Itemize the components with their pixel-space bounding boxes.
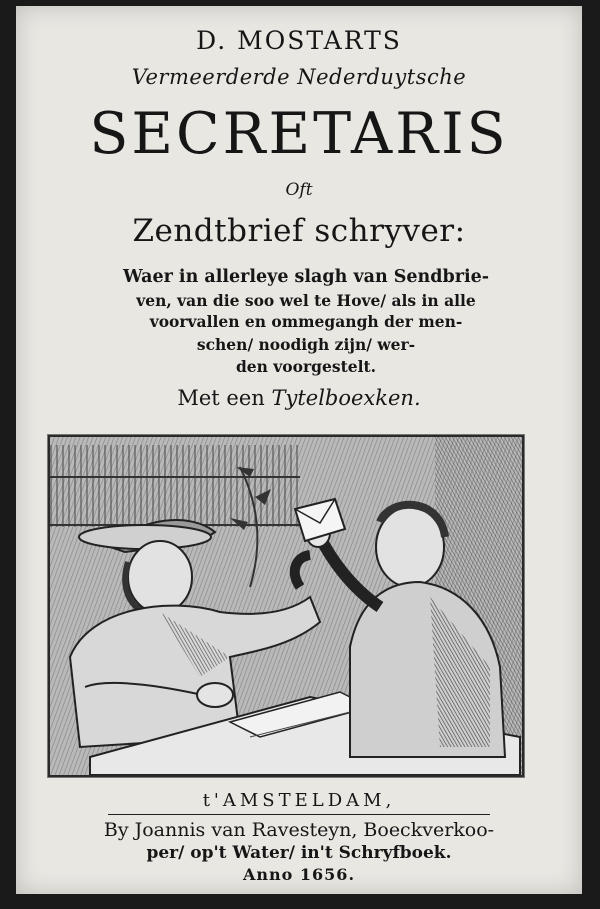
description-line-3: voorvallen en ommegangh der men- — [149, 312, 463, 331]
author-line: D. MOSTARTS — [196, 26, 402, 55]
supplement-prefix: Met een — [177, 386, 265, 410]
supplement-line — [16, 388, 582, 409]
description-line-5: den voorgestelt. — [235, 357, 377, 376]
subtitle-line: Vermeerderde Nederduytsche — [131, 65, 467, 89]
main-title: SECRETARIS — [89, 101, 509, 167]
imprint-year: Anno 1656. — [242, 865, 356, 884]
description-line-4: schen/ noodigh zijn/ wer- — [196, 335, 416, 354]
supplement-title: Tytelboexken. — [271, 386, 421, 410]
conjunction-line: Oft — [285, 180, 313, 200]
title-page — [16, 6, 582, 894]
imprint-line-2: per/ op't Water/ in't Schryfboek. — [146, 843, 452, 863]
alt-title: Zendtbrief schryver: — [132, 213, 466, 249]
imprint-rule — [108, 814, 490, 815]
imprint-place: t'AMSTELDAM, — [202, 790, 396, 811]
description-line-1: Waer in allerleye slagh van Sendbrie- — [123, 267, 489, 287]
imprint-line-1: By Joannis van Ravesteyn, Boeckverkoo- — [103, 819, 495, 841]
engraving-illustration — [48, 435, 524, 777]
description-line-2: ven, van die soo wel te Hove/ als in alle — [136, 291, 476, 310]
